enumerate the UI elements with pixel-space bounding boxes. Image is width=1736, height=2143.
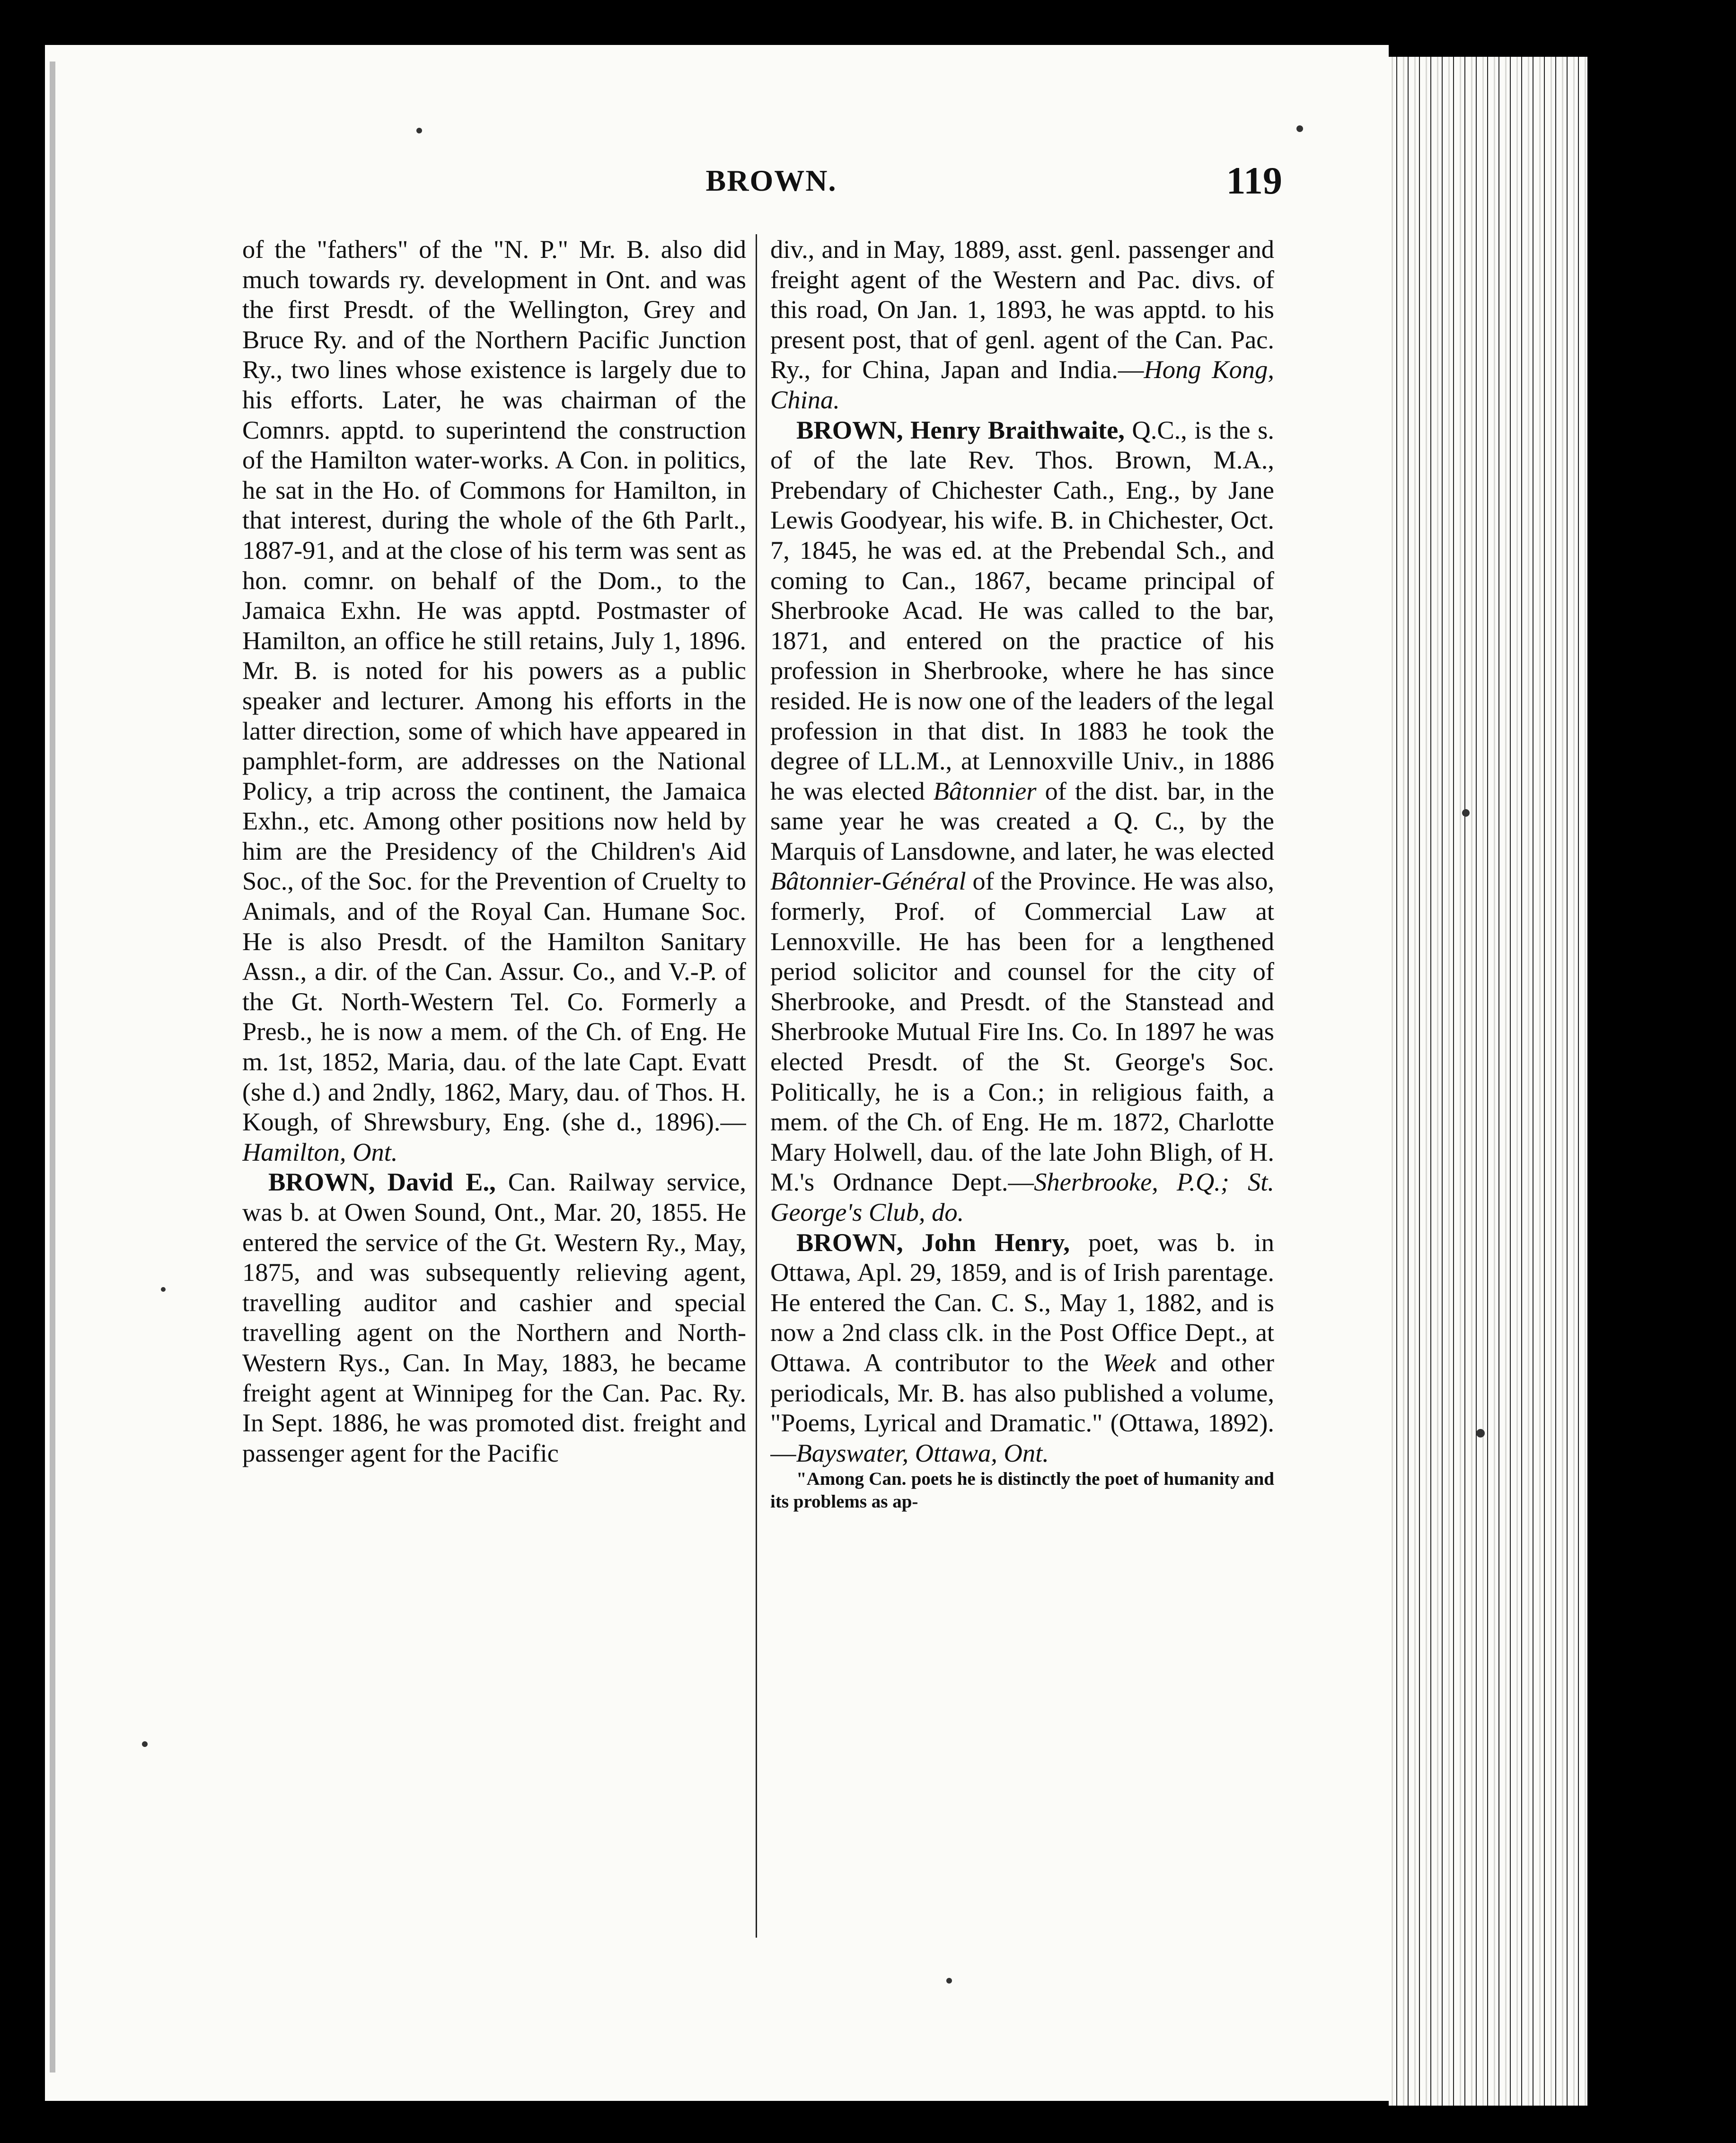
right-column	[770, 234, 1274, 1938]
continued-entry-address: Hamilton, Ont.	[242, 1137, 398, 1166]
print-speck	[142, 1741, 148, 1747]
entry-heading: BROWN, David E.,	[268, 1167, 496, 1197]
entry-italic-term: Week	[1102, 1348, 1156, 1377]
entry-quote: "Among Can. poets he is distinctly the poet of humanity and its problems as ap-	[770, 1469, 1274, 1512]
entry-italic-term: Bâtonnier-Général	[770, 866, 966, 896]
entry-text: and other periodicals, Mr. B. has also published a volume, "Poems, Lyrical and Dramatic." (Ottawa, 1892).—	[770, 1348, 1274, 1467]
continued-entry	[242, 234, 746, 1167]
page-number: 119	[1226, 159, 1282, 202]
entry-heading: BROWN, Henry Braithwaite,	[796, 415, 1125, 444]
print-speck	[1296, 125, 1303, 132]
print-speck	[416, 128, 422, 133]
entry-brown-henry	[770, 415, 1274, 1227]
print-speck	[161, 1287, 166, 1292]
left-column	[242, 234, 746, 1938]
print-speck	[946, 1978, 952, 1984]
entry-address: Bayswater, Ottawa, Ont.	[796, 1438, 1049, 1467]
entry-text: poet, was b. in Ottawa, Apl. 29, 1859, and is of Irish parentage. He entered the Can. C. S., May 1, 1882, and is now a 2nd class clk. in the Post Office Dept., at Ottawa. A contributor to the	[770, 1227, 1274, 1377]
continued-entry-text: of the "fathers" of the "N. P." Mr. B. also did much towards ry. development in Ont. and was the first Presdt. of the Wellington, Grey and Bruce Ry. and of the Northern Pacific Junction Ry., two lines whose existence is largely due to his efforts. Later, he was chairman of the Comnrs. apptd. to superintend the construction of the Hamilton water-works. A Con. in politics, he sat in the Ho. of Commons for Hamilton, in that interest, during the whole of the 6th Parlt., 1887-91, and at the close of his term was sent as hon. comnr. on behalf of the Dom., to the Jamaica Exhn. He was apptd. Postmaster of Hamilton, an office he still retains, July 1, 1896. Mr. B. is noted for his powers as a public speaker and lecturer. Among his efforts in the latter direction, some of which have appeared in pamphlet-form, are addresses on the National Policy, a trip across the continent, the Jamaica Exhn., etc. Among other positions now held by him are the Presidency of the Children's Aid Soc., of the Soc. for the Prevention of Cruelty to Animals, and of the Royal Can. Humane Soc. He is also Presdt. of the Hamilton Sanitary Assn., a dir. of the Can. Assur. Co., and V.-P. of the Gt. North-Western Tel. Co. Formerly a Presb., he is now a mem. of the Ch. of Eng. He m. 1st, 1852, Maria, dau. of the late Capt. Evatt (she d.) and 2ndly, 1862, Mary, dau. of Thos. H. Kough, of Shrewsbury, Eng. (she d., 1896).—	[242, 235, 746, 1137]
entry-brown-david	[242, 1167, 746, 1468]
entry-heading: BROWN, John Henry,	[796, 1227, 1070, 1257]
entry-text: of the Province. He was also, formerly, Prof. of Commercial Law at Lennoxville. He has been for a lengthened period solicitor and counsel for the city of Sherbrooke, and Presdt. of the Stanstead and Sherbrooke Mutual Fire Ins. Co. In 1897 he was elected Presdt. of the St. George's Soc. Politically, he is a Con.; in religious faith, a mem. of the Ch. of Eng. He m. 1872, Charlotte Mary Holwell, dau. of the late John Bligh, of H. M.'s Ordnance Dept.—	[770, 866, 1274, 1197]
continued-entry-address: Hong Kong, China.	[770, 355, 1274, 414]
page-edge-stack	[1389, 57, 1587, 2106]
page-left-edge	[50, 62, 55, 2072]
running-header: BROWN.	[705, 164, 837, 197]
entry-brown-john	[770, 1227, 1274, 1468]
entry-italic-term: Bâtonnier	[933, 776, 1037, 805]
entry-text: Can. Railway service, was b. at Owen Sound, Ont., Mar. 20, 1855. He entered the service of the Gt. Western Ry., May, 1875, and was subsequently relieving agent, travelling auditor and cashier and special travelling agent on the Northern and North-Western Rys., Can. In May, 1883, he became freight agent at Winnipeg for the Can. Pac. Ry. In Sept. 1886, he was promoted dist. freight and passenger agent for the Pacific	[242, 1167, 746, 1467]
continued-entry	[770, 234, 1274, 415]
column-divider	[756, 234, 757, 1938]
print-speck	[1476, 1429, 1485, 1437]
entry-text: of the dist. bar, in the same year he was created a Q. C., by the Marquis of Lansdowne, and later, he was elected	[770, 776, 1274, 865]
entry-text: Q.C., is the s. of of the late Rev. Thos. Brown, M.A., Prebendary of Chichester Cath., Eng., by Jane Lewis Goodyear, his wife. B. in Chichester, Oct. 7, 1845, he was ed. at the Prebendal Sch., and coming to Can., 1867, became principal of Sherbrooke Acad. He was called to the bar, 1871, and entered on the practice of his profession in Sherbrooke, where he has since resided. He is now one of the leaders of the legal profession in that dist. In 1883 he took the degree of LL.M., at Lennoxville Univ., in 1886 he was elected	[770, 415, 1274, 805]
continued-entry-text: div., and in May, 1889, asst. genl. passenger and freight agent of the Western and Pac. divs. of this road, On Jan. 1, 1893, he was apptd. to his present post, that of genl. agent of the Can. Pac. Ry., for China, Japan and India.—	[770, 235, 1274, 384]
print-speck	[1462, 809, 1470, 817]
entry-address: Sherbrooke, P.Q.; St. George's Club, do.	[770, 1167, 1274, 1226]
